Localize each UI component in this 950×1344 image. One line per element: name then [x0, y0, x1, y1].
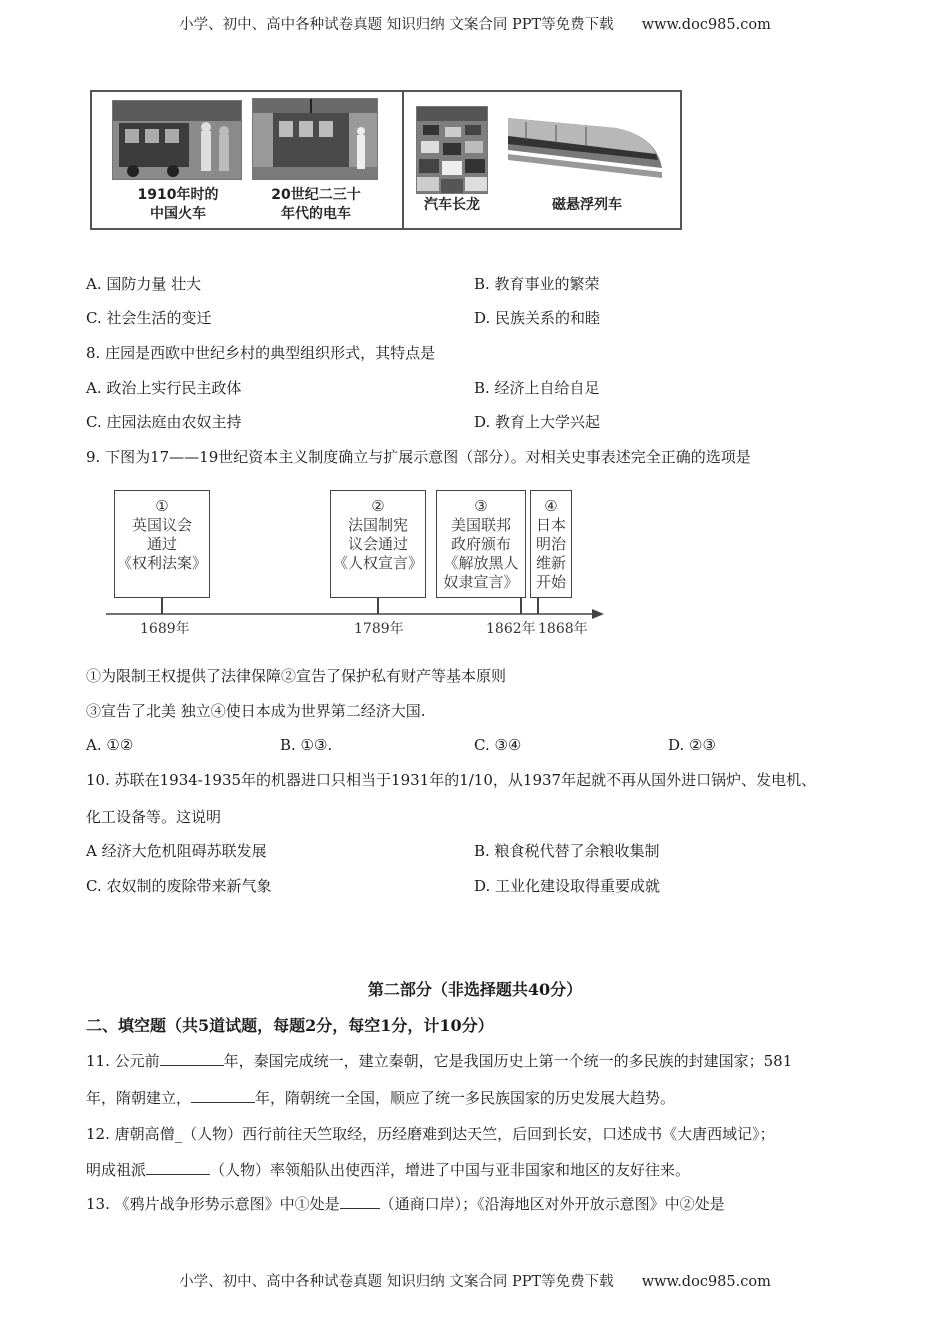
- q11-blank-2[interactable]: [191, 1088, 255, 1103]
- timeline-tick-1689: [161, 598, 163, 614]
- event-text: 《解放黑人: [443, 554, 519, 572]
- strip-divider: [402, 92, 404, 228]
- event-text: 日本: [535, 516, 566, 534]
- q12-line-2: [86, 1160, 690, 1180]
- q12-text: 明成祖派: [86, 1161, 147, 1179]
- caption-1920s-tram: [254, 186, 378, 224]
- event-text: 通过: [146, 535, 177, 553]
- caption-line: 20世纪二三十: [271, 187, 361, 203]
- q13-line-1: [86, 1194, 725, 1214]
- photo-1920s-tram: [252, 98, 378, 180]
- page-footer: [0, 1270, 950, 1291]
- event-number: ③: [474, 497, 488, 515]
- q9-statement-1: ①为限制王权提供了法律保障②宣告了保护私有财产等基本原则: [86, 667, 507, 685]
- q9-option-a[interactable]: A. ①②: [86, 736, 134, 754]
- event-text: 《权利法案》: [116, 554, 207, 572]
- header-site-link[interactable]: www.doc985.com: [641, 17, 771, 33]
- caption-car-traffic: [410, 196, 494, 215]
- q7-option-b[interactable]: B. 教育事业的繁荣: [474, 275, 600, 293]
- q11-text: 11. 公元前: [86, 1052, 160, 1070]
- caption-1910-train: [118, 186, 238, 224]
- q10-option-d[interactable]: D. 工业化建设取得重要成就: [474, 877, 661, 895]
- timeline-event-1: [114, 490, 210, 598]
- q13-text: 13. 《鸦片战争形势示意图》中①处是: [86, 1195, 340, 1213]
- event-number: ②: [371, 497, 385, 515]
- timeline-event-3: [436, 490, 526, 598]
- timeline-year-2: 1789年: [354, 621, 404, 637]
- q7-option-a[interactable]: A. 国防力量 壮大: [86, 275, 202, 293]
- q11-line-2: [86, 1088, 675, 1108]
- q13-blank[interactable]: [340, 1194, 380, 1209]
- photo-1910-train: [112, 100, 242, 180]
- q10-stem-line-2: 化工设备等。这说明: [86, 808, 222, 826]
- q8-option-d[interactable]: D. 教育上大学兴起: [474, 413, 601, 431]
- photo-maglev-train: [506, 106, 664, 186]
- q9-stem: 9. 下图为17——19世纪资本主义制度确立与扩展示意图（部分）。对相关史事表述完全正确的选项是: [86, 448, 751, 466]
- transport-photo-strip: [90, 90, 682, 230]
- timeline-year-1: 1689年: [140, 621, 190, 637]
- q11-line-1: [86, 1051, 792, 1071]
- q9-statement-2: ③宣告了北美 独立④使日本成为世界第二经济大国.: [86, 702, 426, 720]
- q11-blank-1[interactable]: [160, 1051, 224, 1066]
- caption-line: 中国火车: [150, 206, 206, 222]
- event-text: 维新: [535, 554, 566, 572]
- q8-option-a[interactable]: A. 政治上实行民主政体: [86, 379, 242, 397]
- q8-stem: 8. 庄园是西欧中世纪乡村的典型组织形式，其特点是: [86, 344, 436, 362]
- footer-text: 小学、初中、高中各种试卷真题 知识归纳 文案合同 PPT等免费下载: [179, 1274, 614, 1290]
- q12-line-1: 12. 唐朝高僧_（人物）西行前往天竺取经，历经磨难到达天竺，后回到长安，口述成书《大唐西域记》；: [86, 1125, 775, 1143]
- section-fill-in-title: 二、填空题（共5道试题，每题2分，每空1分，计10分）: [86, 1016, 494, 1035]
- q9-option-c[interactable]: C. ③④: [474, 736, 522, 754]
- footer-site-link[interactable]: www.doc985.com: [641, 1274, 771, 1290]
- q10-option-c[interactable]: C. 农奴制的废除带来新气象: [86, 877, 272, 895]
- event-text: 美国联邦: [450, 516, 511, 534]
- q8-option-b[interactable]: B. 经济上自给自足: [474, 379, 600, 397]
- caption-line: 汽车长龙: [424, 197, 480, 213]
- q7-option-c[interactable]: C. 社会生活的变迁: [86, 309, 212, 327]
- timeline-tick-1789: [377, 598, 379, 614]
- caption-line: 磁悬浮列车: [552, 197, 622, 213]
- event-number: ①: [155, 497, 169, 515]
- event-text: 议会通过: [347, 535, 408, 553]
- page-header: [0, 13, 950, 34]
- caption-maglev: [532, 196, 642, 215]
- q11-text: 年，隋朝统一全国，顺应了统一多民族国家的历史发展大趋势。: [255, 1089, 676, 1107]
- event-text: 《人权宣言》: [332, 554, 423, 572]
- photo-car-traffic: [416, 106, 488, 194]
- q10-stem-line-1: 10. 苏联在1934-1935年的机器进口只相当于1931年的1/10，从1937年起就不再从国外进口锅炉、发电机、: [86, 771, 817, 789]
- caption-line: 年代的电车: [281, 206, 351, 222]
- event-text: 法国制宪: [347, 516, 408, 534]
- event-text: 奴隶宣言》: [443, 573, 519, 591]
- event-text: 英国议会: [131, 516, 192, 534]
- q9-option-d[interactable]: D. ②③: [668, 736, 716, 754]
- part2-title: 第二部分（非选择题共40分）: [367, 980, 583, 999]
- caption-line: 1910年时的: [137, 187, 219, 203]
- q11-text: 年，秦国完成统一，建立秦朝，它是我国历史上第一个统一的多民族的封建国家；581: [223, 1052, 793, 1070]
- q9-option-b[interactable]: B. ①③.: [280, 736, 333, 754]
- q10-option-a[interactable]: A 经济大危机阻碍苏联发展: [86, 842, 267, 860]
- q7-option-d[interactable]: D. 民族关系的和睦: [474, 309, 601, 327]
- q8-option-c[interactable]: C. 庄园法庭由农奴主持: [86, 413, 242, 431]
- q12-text: （人物）率领船队出使西洋，增进了中国与亚非国家和地区的友好往来。: [210, 1161, 691, 1179]
- event-text: 明治: [535, 535, 566, 553]
- header-text: 小学、初中、高中各种试卷真题 知识归纳 文案合同 PPT等免费下载: [179, 17, 614, 33]
- timeline-year-3: 1862年: [486, 621, 536, 637]
- event-text: 开始: [535, 573, 566, 591]
- q12-blank[interactable]: [146, 1160, 210, 1175]
- timeline-event-2: [330, 490, 426, 598]
- q13-text: （通商口岸）；《沿海地区对外开放示意图》中②处是: [379, 1195, 725, 1213]
- timeline-event-4: [530, 490, 572, 598]
- timeline-tick-1862: [520, 598, 522, 614]
- timeline-year-4: 1868年: [538, 621, 588, 637]
- q10-option-b[interactable]: B. 粮食税代替了余粮收集制: [474, 842, 660, 860]
- timeline-tick-1868: [537, 598, 539, 614]
- q11-text: 年，隋朝建立，: [86, 1089, 192, 1107]
- event-number: ④: [544, 497, 558, 515]
- event-text: 政府颁布: [450, 535, 511, 553]
